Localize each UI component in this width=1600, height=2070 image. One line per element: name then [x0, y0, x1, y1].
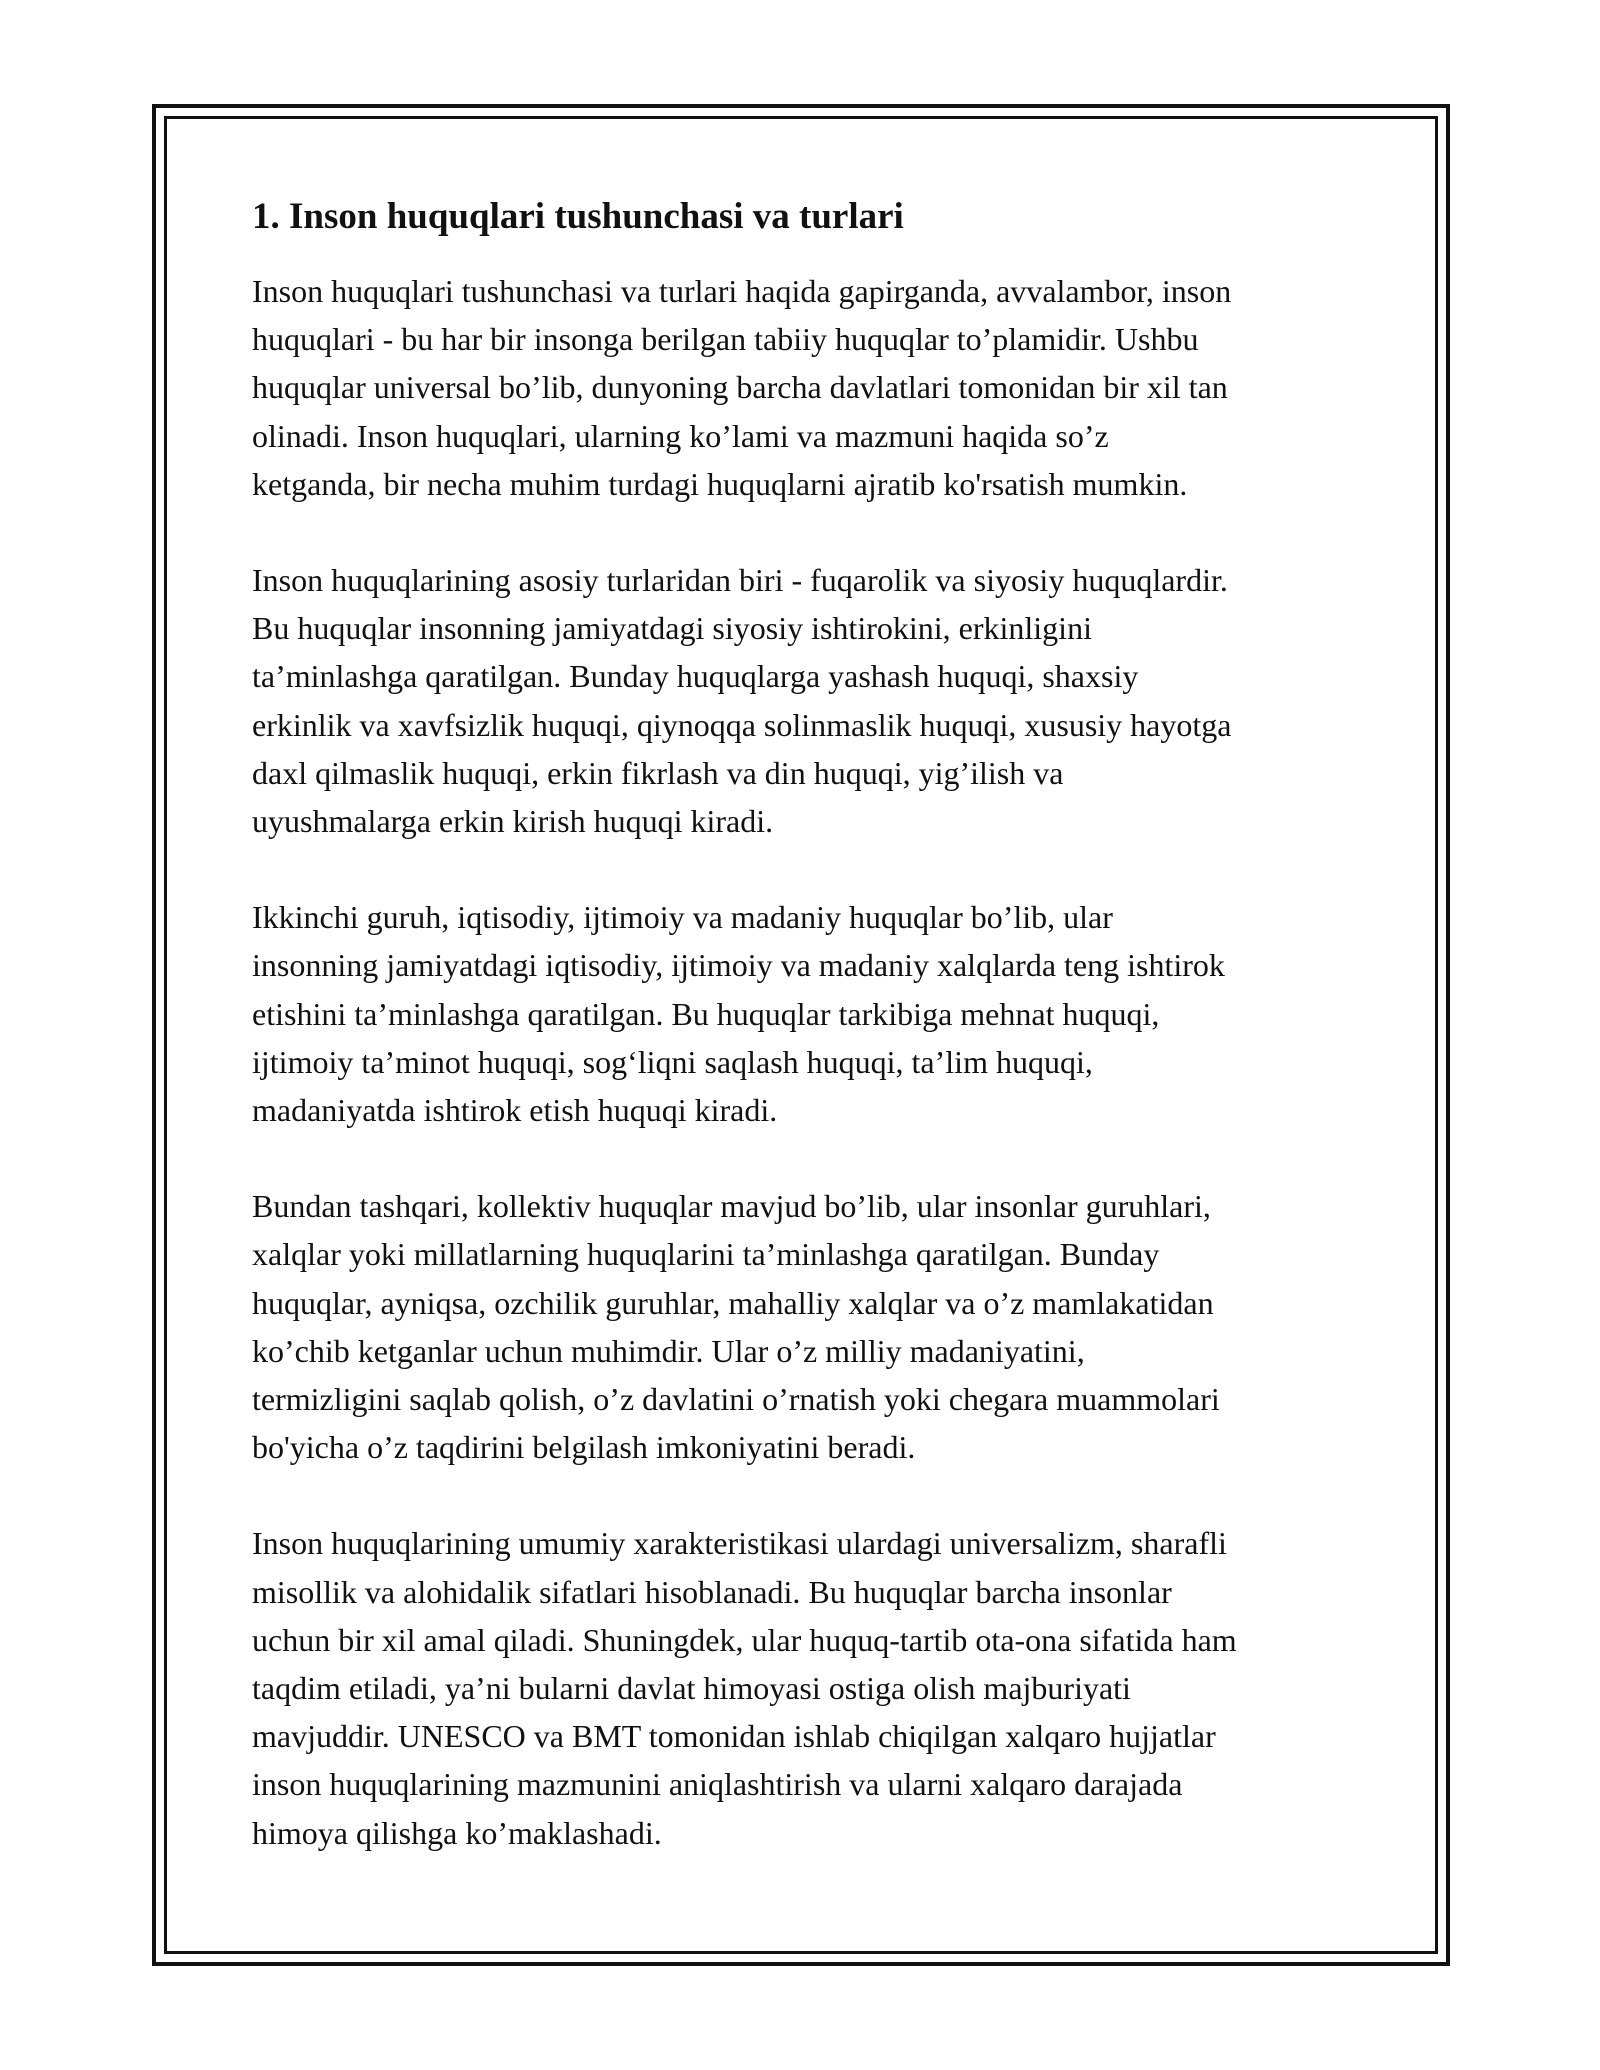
text-line: uyushmalarga erkin kirish huquqi kiradi. — [252, 803, 774, 840]
text-line: himoya qilishga ko’maklashadi. — [252, 1814, 662, 1851]
text-line: insonning jamiyatdagi iqtisodiy, ijtimoiy va madaniy xalqlarda teng ishtirok — [252, 947, 1225, 984]
text-line: madaniyatda ishtirok etish huquqi kiradi. — [252, 1092, 778, 1129]
text-line: Inson huquqlarining asosiy turlaridan biri - fuqarolik va siyosiy huquqlardir. — [252, 562, 1228, 599]
text-line: ta’minlashga qaratilgan. Bunday huquqlarga yashash huquqi, shaxsiy — [252, 658, 1139, 695]
text-line: Inson huquqlarining umumiy xarakteristikasi ulardagi universalizm, sharafli — [252, 1525, 1227, 1562]
text-line: Bundan tashqari, kollektiv huquqlar mavjud bo’lib, ular insonlar guruhlari, — [252, 1188, 1211, 1225]
text-line: etishini ta’minlashga qaratilgan. Bu huquqlar tarkibiga mehnat huquqi, — [252, 995, 1160, 1032]
paragraph-2 — [252, 556, 1382, 845]
text-line: huquqlari - bu har bir insonga berilgan tabiiy huquqlar to’plamidir. Ushbu — [252, 321, 1199, 358]
text-line: inson huquqlarining mazmunini aniqlashtirish va ularni xalqaro darajada — [252, 1766, 1183, 1803]
text-line: misollik va alohidalik sifatlari hisoblanadi. Bu huquqlar barcha insonlar — [252, 1573, 1172, 1610]
section-heading: 1. Inson huquqlari tushunchasi va turlari — [252, 196, 904, 237]
text-line: Ikkinchi guruh, iqtisodiy, ijtimoiy va madaniy huquqlar bo’lib, ular — [252, 899, 1113, 936]
text-line: Inson huquqlari tushunchasi va turlari haqida gapirganda, avvalambor, inson — [252, 273, 1232, 309]
text-line: daxl qilmaslik huquqi, erkin fikrlash va din huquqi, yig’ilish va — [252, 754, 1064, 791]
paragraph-1 — [252, 267, 1382, 508]
document-body — [252, 195, 1382, 1905]
text-line: taqdim etiladi, ya’ni bularni davlat himoyasi ostiga olish majburiyati — [252, 1670, 1131, 1707]
text-line: ko’chib ketganlar uchun muhimdir. Ular o’z milliy madaniyatini, — [252, 1332, 1085, 1369]
page-border-outer — [152, 104, 1450, 1966]
paragraph-4 — [252, 1182, 1382, 1471]
text-line: huquqlar universal bo’lib, dunyoning barcha davlatlari tomonidan bir xil tan — [252, 369, 1228, 406]
text-line: ketganda, bir necha muhim turdagi huquqlarni ajratib ko'rsatish mumkin. — [252, 465, 1188, 502]
page-border-inner — [164, 116, 1438, 1954]
text-line: uchun bir xil amal qiladi. Shuningdek, ular huquq-tartib ota-ona sifatida ham — [252, 1621, 1237, 1658]
text-line: huquqlar, ayniqsa, ozchilik guruhlar, mahalliy xalqlar va o’z mamlakatidan — [252, 1284, 1214, 1321]
paragraph-3 — [252, 893, 1382, 1134]
text-line: bo'yicha o’z taqdirini belgilash imkoniyatini beradi. — [252, 1429, 916, 1466]
paragraph-5 — [252, 1519, 1382, 1856]
text-line: ijtimoiy ta’minot huquqi, sog‘liqni saqlash huquqi, ta’lim huquqi, — [252, 1043, 1093, 1080]
text-line: mavjuddir. UNESCO va BMT tomonidan ishlab chiqilgan xalqaro hujjatlar — [252, 1718, 1216, 1755]
text-line: termizligini saqlab qolish, o’z davlatini o’rnatish yoki chegara muammolari — [252, 1381, 1220, 1418]
text-line: erkinlik va xavfsizlik huquqi, qiynoqqa solinmaslik huquqi, xususiy hayotga — [252, 706, 1232, 743]
text-line: xalqlar yoki millatlarning huquqlarini ta’minlashga qaratilgan. Bunday — [252, 1236, 1160, 1273]
text-line: olinadi. Inson huquqlari, ularning ko’lami va mazmuni haqida so’z — [252, 417, 1109, 454]
text-line: Bu huquqlar insonning jamiyatdagi siyosiy ishtirokini, erkinligini — [252, 610, 1092, 647]
